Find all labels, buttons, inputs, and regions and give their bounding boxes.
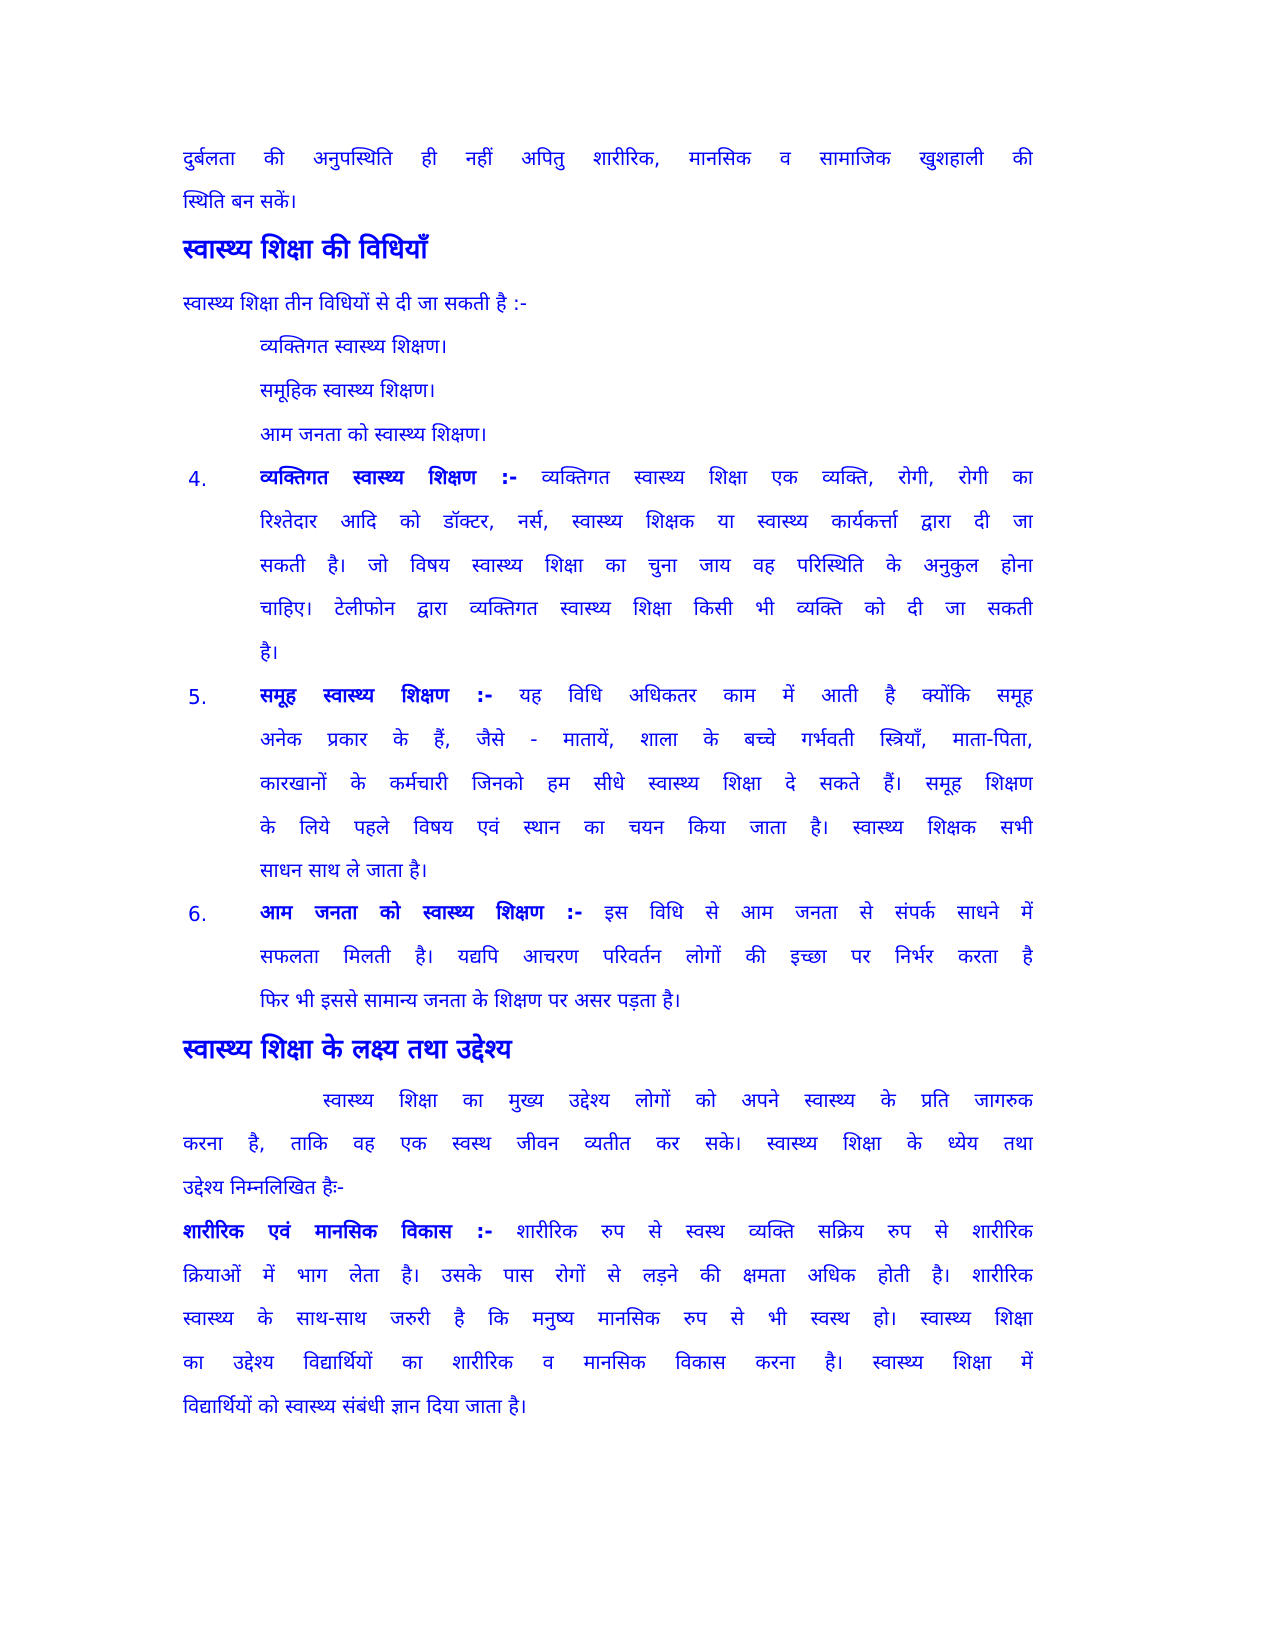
item4-line2: रिश्तेदार आदि को डॉक्टर, नर्स, स्वास्थ्य शिक्षक या स्वास्थ्य कार्यकर्त्ता द्वारा दी जा <box>260 509 1033 533</box>
para2-line2: करना है, ताकि वह एक स्वस्थ जीवन व्यतीत कर सके। स्वास्थ्य शिक्षा के ध्येय तथा <box>183 1131 1033 1155</box>
method-item-2: समूहिक स्वास्थ्य शिक्षण। <box>260 378 436 402</box>
item4-line4: चाहिए। टेलीफोन द्वारा व्यक्तिगत स्वास्थ्य शिक्षा किसी भी व्यक्ति को दी जा सकती <box>260 596 1033 620</box>
heading-goals: स्वास्थ्य शिक्षा के लक्ष्य तथा उद्देश्य <box>183 1034 512 1065</box>
para3-line3: स्वास्थ्य के साथ-साथ जरुरी है कि मनुष्य मानसिक रुप से भी स्वस्थ हो। स्वास्थ्य शिक्षा <box>183 1306 1033 1330</box>
para2-line1: स्वास्थ्य शिक्षा का मुख्य उद्देश्य लोगों को अपने स्वास्थ्य के प्रति जागरुक <box>323 1088 1033 1112</box>
para3-line1 <box>183 1217 1033 1245</box>
para3-line4: का उद्देश्य विद्यार्थियों का शारीरिक व मानसिक विकास करना है। स्वास्थ्य शिक्षा में <box>183 1350 1033 1374</box>
item4-line1-text: व्यक्तिगत स्वास्थ्य शिक्षा एक व्यक्ति, रोगी, रोगी का <box>517 465 1033 489</box>
item5-line2: अनेक प्रकार के हैं, जैसे - मातायें, शाला के बच्चे गर्भवती स्त्रियाँ, माता-पिता, <box>260 727 1033 751</box>
item5-title: समूह स्वास्थ्य शिक्षण :- <box>260 683 493 707</box>
item6-number: 6. <box>188 902 208 926</box>
para3-line5: विद्यार्थियों को स्वास्थ्य संबंधी ज्ञान दिया जाता है। <box>183 1394 527 1418</box>
item6-line3: फिर भी इससे सामान्य जनता के शिक्षण पर असर पड़ता है। <box>260 988 681 1012</box>
item6-line2: सफलता मिलती है। यद्यपि आचरण परिवर्तन लोगों की इच्छा पर निर्भर करता है <box>260 944 1033 968</box>
method-item-3: आम जनता को स्वास्थ्य शिक्षण। <box>260 422 487 446</box>
method-item-1: व्यक्तिगत स्वास्थ्य शिक्षण। <box>260 334 448 358</box>
heading-methods: स्वास्थ्य शिक्षा की विधियाँ <box>183 234 428 265</box>
item5-line1-text: यह विधि अधिकतर काम में आती है क्योंकि समूह <box>492 683 1033 707</box>
para1-line2: स्थिति बन सकें। <box>183 189 297 213</box>
para3-line1-text: शारीरिक रुप से स्वस्थ व्यक्ति सक्रिय रुप से शारीरिक <box>492 1219 1033 1243</box>
item5-line5: साधन साथ ले जाता है। <box>260 858 428 882</box>
item4-title: व्यक्तिगत स्वास्थ्य शिक्षण :- <box>260 465 518 489</box>
item4-line1 <box>260 463 1033 491</box>
item5-line1 <box>260 681 1033 709</box>
item4-number: 4. <box>188 467 208 491</box>
item6-line1 <box>260 898 1033 926</box>
para3-title: शारीरिक एवं मानसिक विकास :- <box>183 1219 493 1243</box>
methods-intro: स्वास्थ्य शिक्षा तीन विधियों से दी जा सकती है :- <box>183 291 527 315</box>
item6-title: आम जनता को स्वास्थ्य शिक्षण :- <box>260 900 583 924</box>
para1-line1: दुर्बलता की अनुपस्थिति ही नहीं अपितु शारीरिक, मानसिक व सामाजिक खुशहाली की <box>183 146 1033 170</box>
item5-line4: के लिये पहले विषय एवं स्थान का चयन किया जाता है। स्वास्थ्य शिक्षक सभी <box>260 815 1033 839</box>
item5-number: 5. <box>188 685 208 709</box>
item4-line5: है। <box>260 640 279 664</box>
para2-line3: उद्देश्य निम्नलिखित हैः- <box>183 1175 345 1199</box>
item4-line3: सकती है। जो विषय स्वास्थ्य शिक्षा का चुना जाय वह परिस्थिति के अनुकुल होना <box>260 553 1033 577</box>
item5-line3: कारखानों के कर्मचारी जिनको हम सीधे स्वास्थ्य शिक्षा दे सकते हैं। समूह शिक्षण <box>260 771 1033 795</box>
para3-line2: क्रियाओं में भाग लेता है। उसके पास रोगों से लड़ने की क्षमता अधिक होती है। शारीरिक <box>183 1263 1033 1287</box>
item6-line1-text: इस विधि से आम जनता से संपर्क साधने में <box>582 900 1033 924</box>
